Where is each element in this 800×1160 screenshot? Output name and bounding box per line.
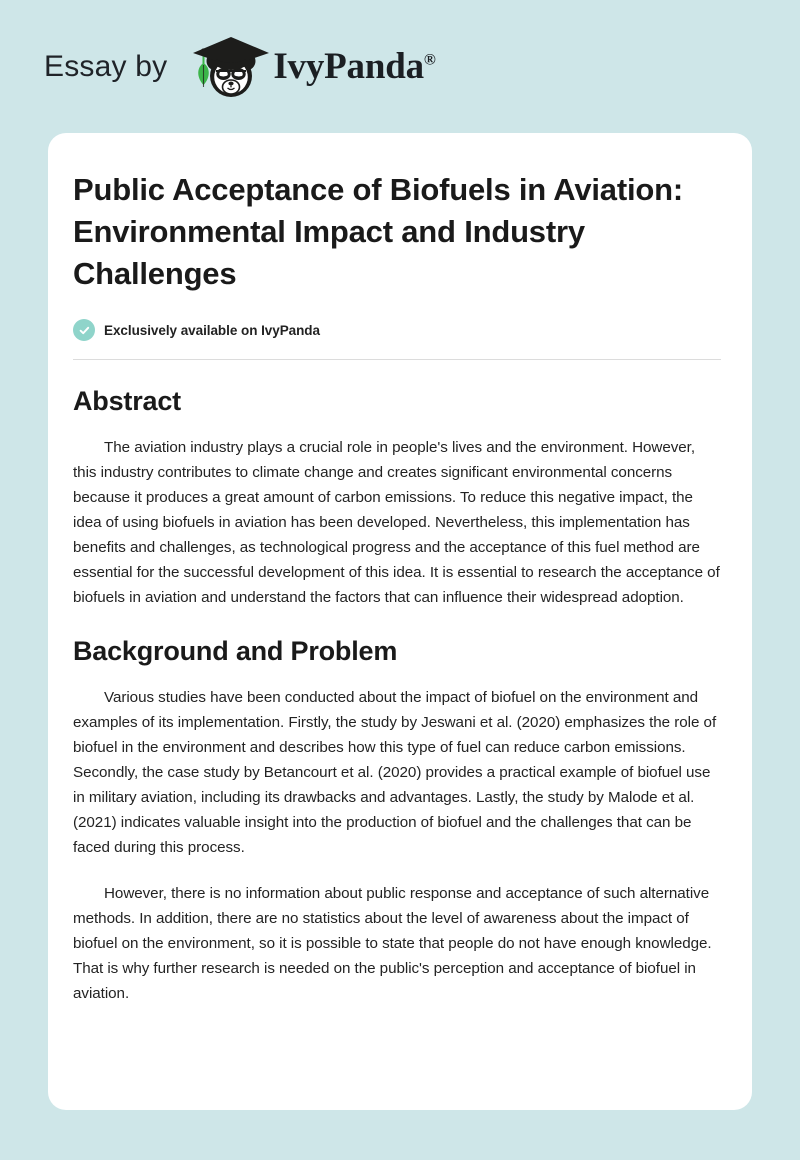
section-heading-abstract: Abstract xyxy=(73,386,181,416)
essay-by-label: Essay by xyxy=(44,49,168,83)
ivypanda-logo[interactable] xyxy=(183,33,435,101)
check-circle-icon xyxy=(73,319,95,341)
page-title: Public Acceptance of Biofuels in Aviation: Environmental Impact and Industry Challenges xyxy=(73,172,683,291)
essay-card xyxy=(48,133,752,1110)
ivypanda-wordmark xyxy=(273,48,435,85)
title-divider xyxy=(73,359,721,360)
section-paragraph: The aviation industry plays a crucial role in people's lives and the environment. However, this industry contributes to climate change and creates significant environmental concerns because it produces a great amount of carbon emissions. To reduce this negative impact, the idea of using biofuels in aviation has been developed. Nevertheless, this implementation has benefits and challenges, as technological progress and the acceptance of this fuel method are essential for the successful development of this idea. It is essential to research the acceptance of biofuels in aviation and understand the factors that can influence their widespread adoption. xyxy=(73,439,720,606)
brand-header xyxy=(0,0,800,133)
exclusivity-label: Exclusively available on IvyPanda xyxy=(104,322,320,338)
brand-name-text: IvyPanda xyxy=(273,46,424,87)
registered-trademark-icon: ® xyxy=(423,51,436,69)
exclusivity-badge xyxy=(73,319,720,341)
section-heading-background-and-problem: Background and Problem xyxy=(73,636,398,666)
panda-graduation-cap-icon xyxy=(183,33,271,101)
section-paragraph: However, there is no information about public response and acceptance of such alternative methods. In addition, there are no statistics about the level of awareness about the impact of biofuel on the environment, so it is possible to state that people do not have enough knowledge. That is why further research is needed on the public's perception and acceptance of biofuel in aviation. xyxy=(73,885,712,1002)
section-paragraph: Various studies have been conducted about the impact of biofuel on the environment and examples of its implementation. Firstly, the study by Jeswani et al. (2020) emphasizes the role of biofuel in the environment and describes how this type of fuel can reduce carbon emissions. Secondly, the case study by Betancourt et al. (2020) provides a practical example of biofuel use in military aviation, including its drawbacks and advantages. Lastly, the study by Malode et al. (2021) indicates valuable insight into the production of biofuel and the challenges that can be faced during this process. xyxy=(73,689,717,856)
